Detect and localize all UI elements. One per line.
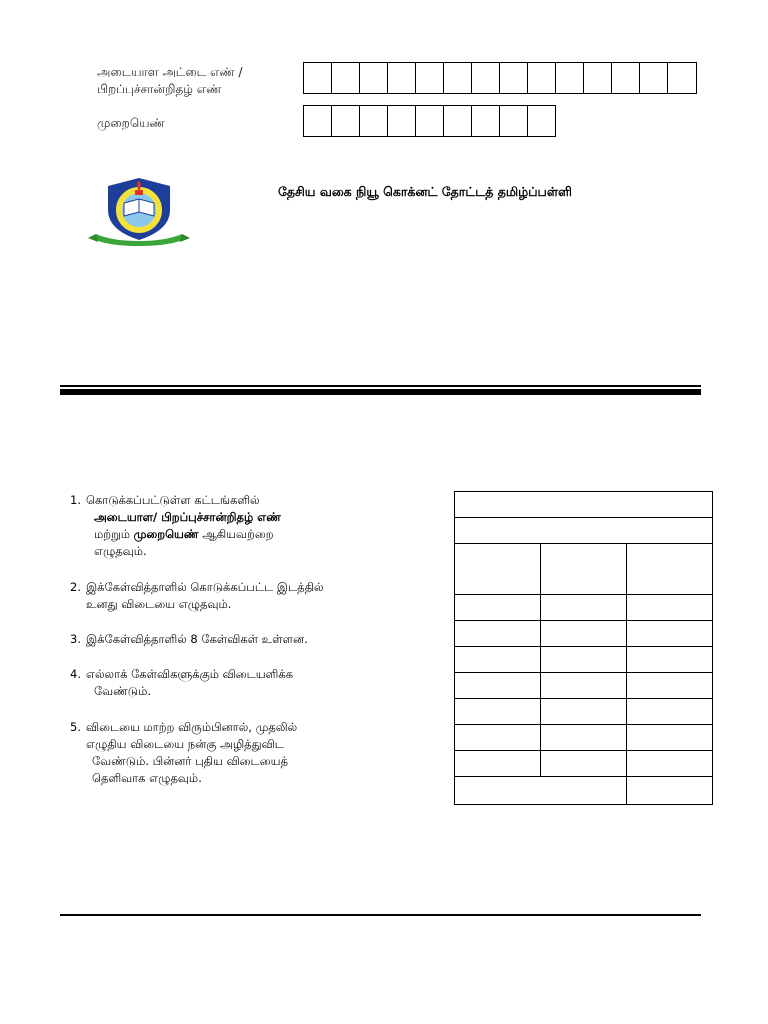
- instruction-text: இக்கேள்வித்தாளில் கொடுக்கப்பட்ட இடத்தில்: [86, 580, 324, 594]
- id-box[interactable]: [612, 62, 640, 94]
- id-box[interactable]: [584, 62, 612, 94]
- footer-divider: [60, 914, 701, 916]
- table-row: [455, 492, 713, 518]
- id-box[interactable]: [388, 62, 416, 94]
- instruction-text: விடையை மாற்ற விரும்பினால், முதலில்: [86, 720, 298, 734]
- table-cell[interactable]: [455, 777, 627, 805]
- instruction-number: 4.: [70, 667, 81, 681]
- table-row: [455, 518, 713, 544]
- school-name: தேசிய வகை நியூ கொக்னட் தோட்டத் தமிழ்ப்பள்ளி: [278, 184, 572, 199]
- instruction-text-bold: அடையாள/ பிறப்புச்சான்றிதழ் எண்: [94, 510, 281, 524]
- instruction-number: 5.: [70, 720, 81, 734]
- instruction-text: எழுதிய விடையை நன்கு அழித்துவிட: [86, 737, 284, 751]
- instruction-text: எல்லாக் கேள்விகளுக்கும் விடையளிக்க: [86, 667, 294, 681]
- table-cell[interactable]: [541, 725, 627, 751]
- instruction-text-mixed: [94, 526, 400, 543]
- id-box[interactable]: [640, 62, 668, 94]
- id-box[interactable]: [416, 62, 444, 94]
- instruction-text: கொடுக்கப்பட்டுள்ள கட்டங்களில்: [86, 493, 260, 507]
- table-cell[interactable]: [455, 647, 541, 673]
- instruction-number: 3.: [70, 632, 81, 646]
- table-cell[interactable]: [455, 492, 713, 518]
- instruction-text: வேண்டும். பின்னர் புதிய விடையைத்: [92, 754, 288, 768]
- table-row: [455, 647, 713, 673]
- table-cell[interactable]: [627, 673, 713, 699]
- school-crest-logo: [86, 176, 192, 250]
- id-box[interactable]: [304, 62, 332, 94]
- table-cell[interactable]: [627, 699, 713, 725]
- instruction-number: 2.: [70, 580, 81, 594]
- table-cell[interactable]: [455, 518, 713, 544]
- instruction-4: [70, 666, 400, 700]
- id-box[interactable]: [472, 62, 500, 94]
- id-box[interactable]: [360, 62, 388, 94]
- table-cell[interactable]: [455, 544, 541, 595]
- id-number-boxes[interactable]: [303, 62, 697, 94]
- id-box[interactable]: [332, 62, 360, 94]
- id-label-line2: பிறப்புச்சான்றிதழ் எண்: [97, 82, 222, 96]
- table-row: [455, 595, 713, 621]
- table-row: [455, 725, 713, 751]
- table-cell[interactable]: [541, 673, 627, 699]
- table-row: [455, 673, 713, 699]
- table-cell[interactable]: [627, 647, 713, 673]
- table-cell[interactable]: [627, 595, 713, 621]
- table-cell[interactable]: [455, 699, 541, 725]
- instruction-2: [70, 579, 400, 613]
- marks-table: [454, 491, 713, 805]
- table-row: [455, 751, 713, 777]
- table-cell[interactable]: [455, 725, 541, 751]
- id-label-line1: அடையாள அட்டை எண் /: [97, 65, 243, 79]
- instruction-text-bold: முறையெண்: [133, 527, 199, 541]
- exam-box[interactable]: [444, 105, 472, 137]
- instruction-3: [70, 631, 400, 648]
- table-cell[interactable]: [541, 595, 627, 621]
- exam-box[interactable]: [528, 105, 556, 137]
- table-cell[interactable]: [541, 699, 627, 725]
- instruction-text: இக்கேள்வித்தாளில் 8 கேள்விகள் உள்ளன.: [86, 632, 308, 646]
- instruction-text: உனது விடையை எழுதவும்.: [86, 597, 232, 611]
- table-cell[interactable]: [455, 595, 541, 621]
- id-box[interactable]: [668, 62, 697, 94]
- table-cell[interactable]: [627, 751, 713, 777]
- table-cell[interactable]: [627, 544, 713, 595]
- instruction-5: [70, 719, 400, 787]
- exam-number-boxes[interactable]: [303, 105, 556, 137]
- header-divider-thick: [60, 389, 701, 395]
- table-cell[interactable]: [455, 621, 541, 647]
- table-cell[interactable]: [627, 621, 713, 647]
- id-box[interactable]: [444, 62, 472, 94]
- instruction-text: வேண்டும்.: [94, 684, 151, 698]
- table-cell[interactable]: [541, 647, 627, 673]
- instruction-text: மற்றும்: [94, 527, 134, 541]
- exam-box[interactable]: [304, 105, 332, 137]
- table-cell[interactable]: [627, 725, 713, 751]
- exam-box[interactable]: [500, 105, 528, 137]
- table-cell[interactable]: [455, 673, 541, 699]
- exam-box[interactable]: [472, 105, 500, 137]
- exam-box[interactable]: [360, 105, 388, 137]
- id-number-label: [97, 64, 243, 98]
- table-row: [455, 699, 713, 725]
- instruction-text: ஆகியவற்றை: [198, 527, 274, 541]
- exam-box[interactable]: [332, 105, 360, 137]
- table-row: [455, 544, 713, 595]
- table-cell[interactable]: [541, 621, 627, 647]
- id-box[interactable]: [556, 62, 584, 94]
- instruction-1: [70, 492, 400, 560]
- table-row: [455, 777, 713, 805]
- table-row: [455, 621, 713, 647]
- exam-box[interactable]: [416, 105, 444, 137]
- table-cell[interactable]: [455, 751, 541, 777]
- table-cell[interactable]: [541, 544, 627, 595]
- id-box[interactable]: [500, 62, 528, 94]
- table-cell[interactable]: [541, 751, 627, 777]
- id-box[interactable]: [528, 62, 556, 94]
- instruction-number: 1.: [70, 493, 81, 507]
- header-divider-thin: [60, 385, 701, 387]
- table-cell[interactable]: [627, 777, 713, 805]
- instruction-text: தெளிவாக எழுதவும்.: [92, 771, 202, 785]
- exam-number-label: முறையெண்: [97, 116, 165, 130]
- instruction-text: எழுதவும்.: [94, 544, 147, 558]
- exam-box[interactable]: [388, 105, 416, 137]
